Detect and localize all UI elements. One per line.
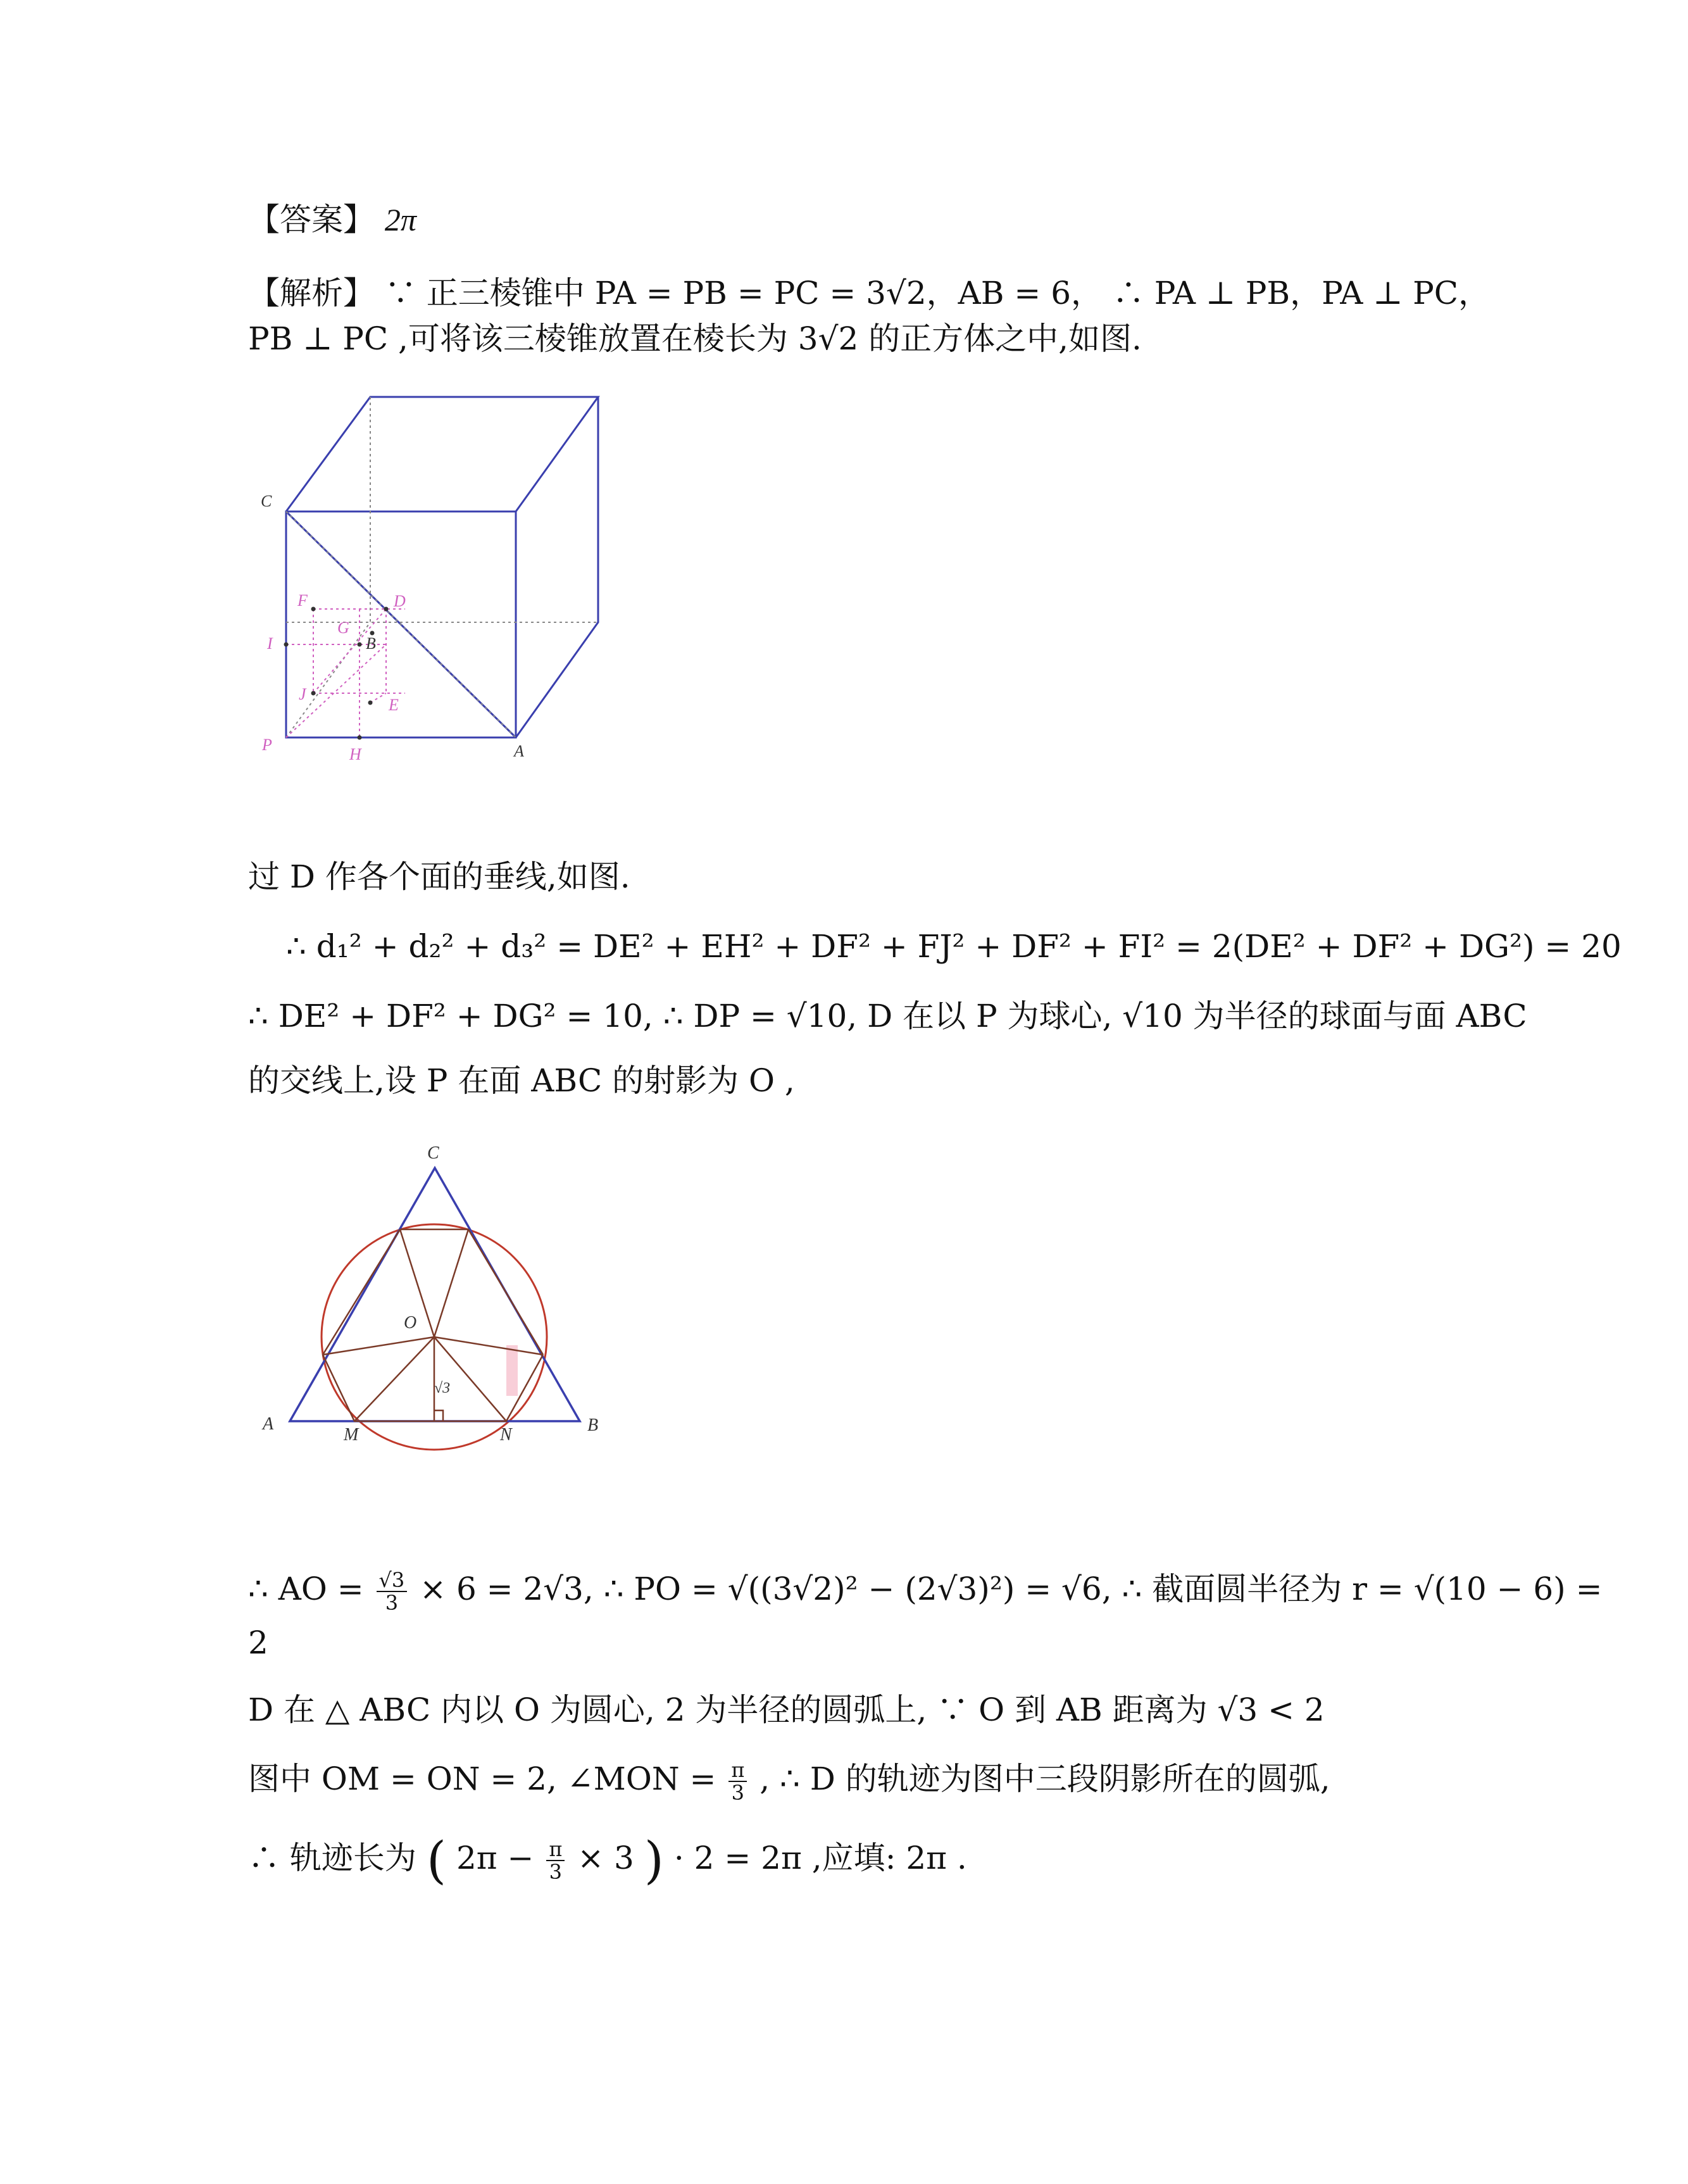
- hidden-edge-depth: [286, 622, 370, 737]
- body-p6: [248, 1757, 1330, 1804]
- answer-line: [248, 198, 416, 242]
- analysis-text-2: PB ⊥ PC ,可将该三棱锥放置在棱长为 3√2 的正方体之中,如图.: [248, 320, 1142, 357]
- formula-frac-num: √3: [377, 1569, 408, 1592]
- p6-part-b: , ∴ D 的轨迹为图中三段阴影所在的圆弧,: [760, 1760, 1330, 1797]
- answer-value: 2π: [384, 202, 416, 237]
- answer-label: 【答案】: [248, 201, 375, 238]
- p7-part-b: · 2 = 2π ,应填: 2π .: [673, 1840, 967, 1876]
- tri-label-O: O: [404, 1313, 417, 1333]
- label-P: P: [262, 736, 272, 754]
- label-A: A: [514, 742, 524, 760]
- p7-fraction: [546, 1838, 565, 1883]
- p7-frac-num: π: [546, 1838, 565, 1861]
- tri-label-B: B: [587, 1415, 599, 1435]
- cube-top-edges: [286, 397, 598, 511]
- label-H: H: [349, 745, 361, 763]
- tri-label-N: N: [500, 1425, 512, 1445]
- body-p2: ∴ d₁² + d₂² + d₃² = DE² + EH² + DF² + FJ² + DF² + FI² = 2(DE² + DF² + DG²) = 20: [286, 928, 1622, 965]
- body-p7: [248, 1831, 967, 1890]
- formula-line: [248, 1567, 1602, 1614]
- cube-figure: [247, 380, 639, 779]
- cube-right-edges: [516, 397, 598, 737]
- p7-inner-a: 2π −: [456, 1840, 534, 1876]
- p6-fraction: [728, 1759, 747, 1804]
- p6-frac-num: π: [728, 1759, 747, 1782]
- analysis-line-2: [248, 317, 1142, 361]
- body-p4: 的交线上,设 P 在面 ABC 的射影为 O ,: [248, 1062, 795, 1099]
- body-p1: 过 D 作各个面的垂线,如图.: [248, 858, 630, 895]
- formula-part-a: ∴ AO =: [248, 1571, 364, 1607]
- body-p3: ∴ DE² + DF² + DG² = 10, ∴ DP = √10, D 在以 P 为球心, √10 为半径的球面与面 ABC: [248, 998, 1527, 1034]
- formula-fraction: [377, 1569, 408, 1614]
- label-G: G: [337, 618, 349, 637]
- p7-open-paren: (: [426, 1831, 447, 1890]
- label-B: B: [366, 634, 376, 653]
- tri-label-M: M: [344, 1425, 359, 1445]
- analysis-line-1: [248, 271, 1490, 315]
- p7-inner-b: × 3: [577, 1840, 634, 1876]
- p6-part-a: 图中 OM = ON = 2, ∠MON =: [248, 1760, 716, 1797]
- label-F: F: [297, 591, 308, 610]
- formula-line-2: 2: [248, 1624, 268, 1661]
- p6-frac-den: 3: [731, 1781, 744, 1805]
- p7-close-paren: ): [644, 1831, 664, 1890]
- label-E: E: [389, 696, 399, 714]
- label-I: I: [267, 634, 273, 653]
- body-p5: D 在 △ ABC 内以 O 为圆心, 2 为半径的圆弧上, ∵ O 到 AB 距离为 √3 < 2: [248, 1691, 1325, 1728]
- formula-part-b: × 6 = 2√3, ∴ PO = √((3√2)² − (2√3)²) = √6, ∴ 截面圆半径为 r = √(10 − 6) =: [420, 1571, 1603, 1607]
- formula-frac-den: 3: [385, 1591, 399, 1615]
- p7-part-a: ∴ 轨迹长为: [248, 1840, 416, 1876]
- tri-label-A: A: [263, 1414, 274, 1434]
- analysis-label: 【解析】: [248, 275, 375, 311]
- tri-label-C: C: [427, 1143, 439, 1163]
- analysis-text-1: ∵ 正三棱锥中 PA = PB = PC = 3√2，AB = 6， ∴ PA ⊥ PB，PA ⊥ PC，: [384, 275, 1491, 311]
- label-C: C: [261, 492, 272, 510]
- tri-label-sqrt3: √3: [434, 1380, 451, 1396]
- p7-frac-den: 3: [549, 1860, 562, 1884]
- label-D: D: [394, 592, 406, 610]
- label-J: J: [299, 685, 306, 703]
- triangle-figure: [253, 1133, 620, 1462]
